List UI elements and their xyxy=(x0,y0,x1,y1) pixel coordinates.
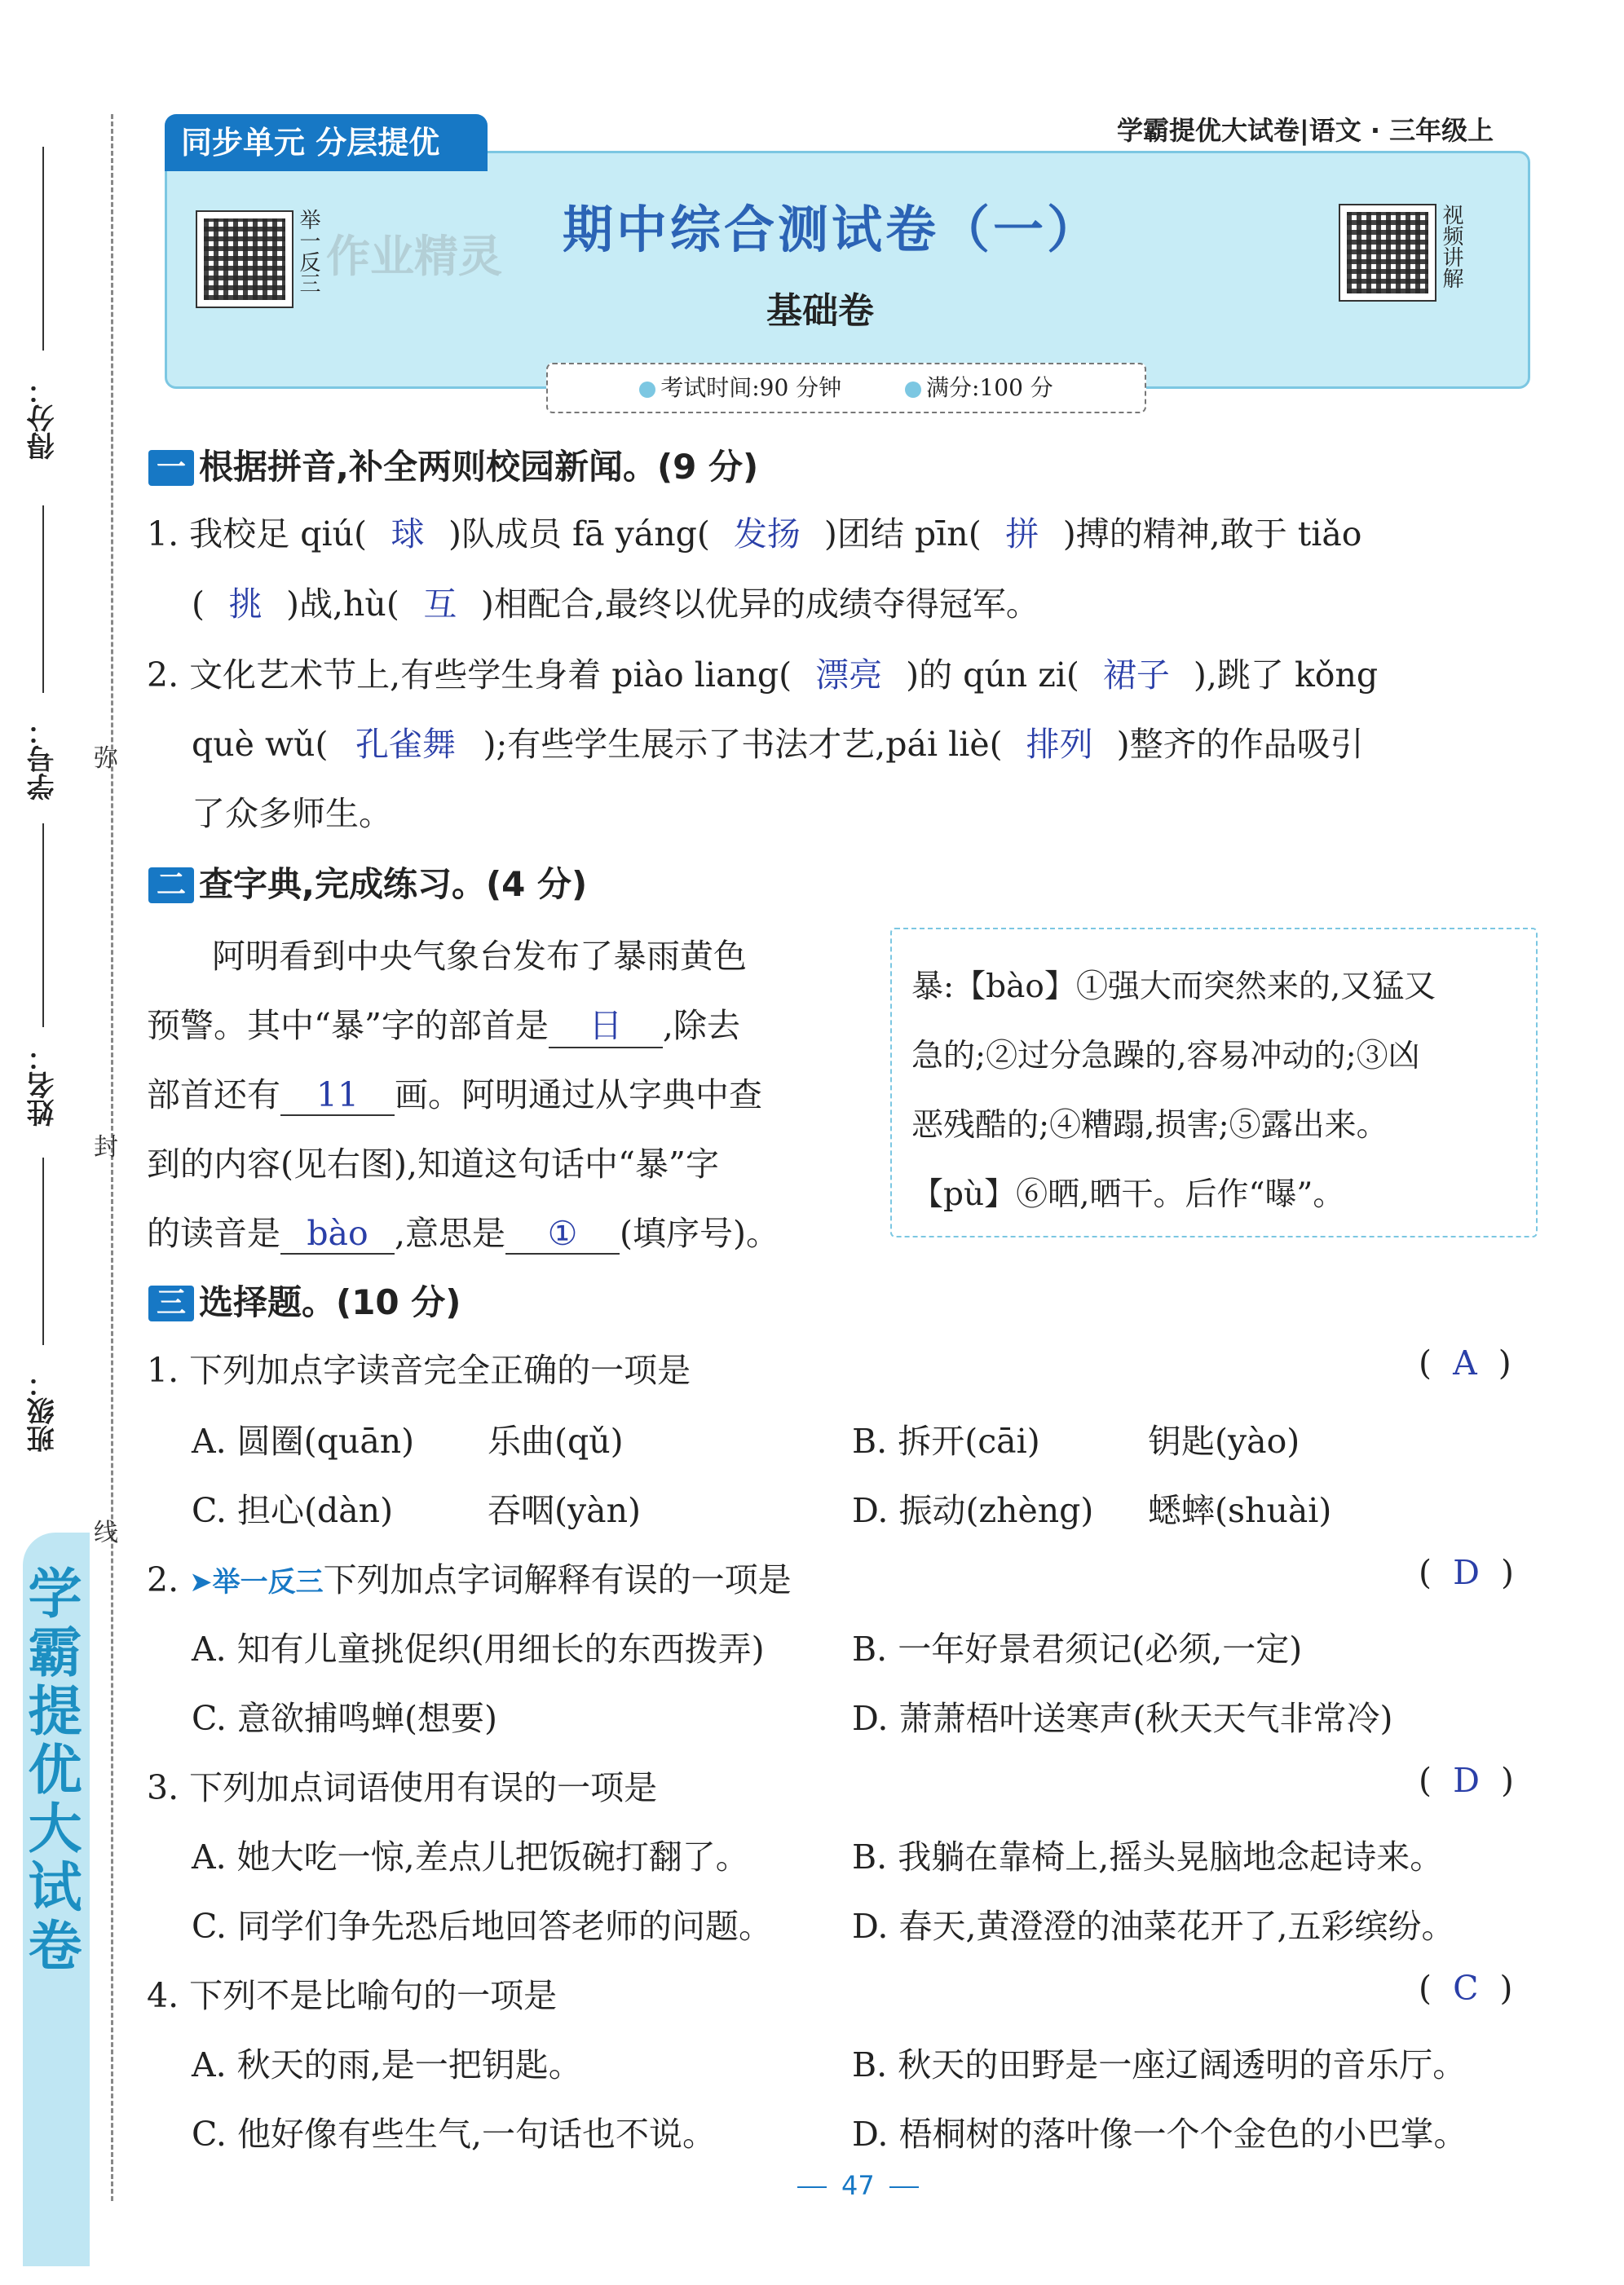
s3-q2-opt-a[interactable]: A. 知有儿童挑促织(用细长的东西拨弄) xyxy=(192,1630,765,1669)
side-band-text: 学霸提优大试卷 xyxy=(19,1565,82,1976)
cut-mark-2: 封 xyxy=(94,1133,118,1162)
text: )团结 pīn( xyxy=(823,514,982,554)
s3-q2-answer: ( D ) xyxy=(1419,1553,1514,1592)
practice-tag[interactable]: ➤举一反三 xyxy=(189,1566,324,1599)
dash-left xyxy=(797,2186,827,2188)
q-number: 1. xyxy=(147,514,179,554)
check-icon xyxy=(905,382,921,398)
text: ( xyxy=(192,584,205,624)
cut-mark-3: 线 xyxy=(94,1519,118,1547)
answer: D xyxy=(1453,1761,1480,1800)
qr-left-label: 举一反三 xyxy=(296,209,320,293)
page-title: 期中综合测试卷（一） xyxy=(563,200,1101,259)
page-number xyxy=(783,2170,933,2201)
dict-line: 急的;②过分急躁的,容易冲动的;③凶 xyxy=(911,1038,1420,1074)
dict-line: 暴:【bào】①强大而突然来的,又猛又 xyxy=(911,968,1436,1005)
s3-q3-answer: ( D ) xyxy=(1419,1761,1514,1800)
s2-para-line1: 阿明看到中央气象台发布了暴雨黄色 xyxy=(212,937,747,976)
answer: A xyxy=(1453,1343,1477,1383)
class-label: 班级： xyxy=(27,1370,60,1453)
section-1-head xyxy=(148,440,758,489)
q-number: 3. xyxy=(147,1768,179,1807)
page-subtitle: 基础卷 xyxy=(766,290,874,332)
s3-q3-stem xyxy=(147,1761,657,1809)
dict-line: 恶残酷的;④糟蹋,损害;⑤露出来。 xyxy=(911,1107,1388,1144)
s3-q1-opt-c2: 吞咽(yàn) xyxy=(488,1491,642,1530)
s3-q1-opt-d2: 蟋蟀(shuài) xyxy=(1148,1491,1332,1530)
q-stem: 下列加点词语使用有误的一项是 xyxy=(189,1768,658,1807)
s3-q1-answer: ( A ) xyxy=(1419,1343,1511,1383)
s2-para-line3 xyxy=(147,1068,762,1116)
s3-q4-opt-d[interactable]: D. 梧桐树的落叶像一个个金色的小巴掌。 xyxy=(852,2115,1467,2154)
qr-code-left[interactable] xyxy=(196,210,293,308)
s1-q1-line2 xyxy=(192,577,1039,625)
q-stem: 下列不是比喻句的一项是 xyxy=(189,1976,558,2015)
answer-1: 球 xyxy=(391,514,425,554)
score-label: 得分： xyxy=(27,377,60,460)
answer-5: 互 xyxy=(423,584,457,624)
s3-q2-opt-d[interactable]: D. 萧萧梧叶送寒声(秋天天气非常冷) xyxy=(852,1699,1393,1738)
s3-q4-opt-a[interactable]: A. 秋天的雨,是一把钥匙。 xyxy=(192,2045,582,2084)
text: (填序号)。 xyxy=(620,1214,780,1253)
answer-pinyin: bào xyxy=(280,1214,395,1255)
answer-3: 拼 xyxy=(1005,514,1039,554)
s3-q1-opt-c1[interactable]: C. 担心(dàn) xyxy=(192,1491,394,1530)
text: què wǔ( xyxy=(192,725,329,764)
clock-icon xyxy=(639,382,655,398)
s3-q1-opt-a1[interactable]: A. 圆圈(quān) xyxy=(192,1422,415,1461)
s3-q3-opt-c[interactable]: C. 同学们争先恐后地回答老师的问题。 xyxy=(192,1907,772,1946)
answer-2: 发扬 xyxy=(733,514,801,554)
cut-mark-1: 弥 xyxy=(94,744,118,773)
watermark: 作业精灵 xyxy=(326,231,502,282)
text: 我校足 qiú( xyxy=(189,514,367,554)
class-line[interactable] xyxy=(42,1158,44,1345)
exam-info xyxy=(546,363,1146,413)
s2-para-line5 xyxy=(147,1206,779,1255)
q-number: 2. xyxy=(147,1560,179,1599)
text: )战,hù( xyxy=(286,584,399,624)
s1-q2-line3: 了众多师生。 xyxy=(192,794,392,833)
text: )的 qún zi( xyxy=(906,655,1079,695)
answer-9: 排列 xyxy=(1026,725,1093,764)
score-line[interactable] xyxy=(42,147,44,351)
text: 画。阿明通过从字典中查 xyxy=(395,1075,762,1114)
section-1-num: 一 xyxy=(148,450,194,486)
section-2-head xyxy=(148,858,587,907)
s3-q4-answer: ( C ) xyxy=(1419,1969,1513,2008)
answer-radical: 日 xyxy=(549,999,663,1048)
q-number: 2. xyxy=(147,655,179,695)
name-label: 姓名： xyxy=(27,1043,60,1127)
s3-q2-opt-c[interactable]: C. 意欲捕鸣蝉(想要) xyxy=(192,1699,497,1738)
section-2-num: 二 xyxy=(148,867,194,903)
text: 的读音是 xyxy=(147,1214,280,1253)
s1-q1-line1 xyxy=(147,507,1361,555)
s3-q3-opt-b[interactable]: B. 我躺在靠椅上,摇头晃脑地念起诗来。 xyxy=(852,1837,1444,1877)
text: 部首还有 xyxy=(147,1075,280,1114)
book-title: 学霸提优大试卷|语文 · 三年级上 xyxy=(1117,115,1494,146)
text: )整齐的作品吸引 xyxy=(1116,725,1364,764)
s3-q4-opt-c[interactable]: C. 他好像有些生气,一句话也不说。 xyxy=(192,2115,717,2154)
s3-q4-opt-b[interactable]: B. 秋天的田野是一座辽阔透明的音乐厅。 xyxy=(852,2045,1467,2084)
id-label: 学号： xyxy=(27,717,60,801)
s3-q1-opt-b2: 钥匙(yào) xyxy=(1148,1422,1300,1461)
section-tab: 同步单元 分层提优 xyxy=(165,114,488,171)
answer-meaning: ① xyxy=(505,1214,620,1255)
text: 文化艺术节上,有些学生身着 piào liang( xyxy=(189,655,792,695)
q-stem: 下列加点字词解释有误的一项是 xyxy=(323,1560,792,1599)
section-2-title: 查字典,完成练习。(4 分) xyxy=(199,864,588,904)
s2-para-line2 xyxy=(147,999,740,1048)
section-1-title: 根据拼音,补全两则校园新闻。(9 分) xyxy=(199,447,759,487)
s1-q2-line1 xyxy=(147,648,1378,696)
s1-q2-line2 xyxy=(192,717,1364,765)
qr-code-right[interactable] xyxy=(1339,204,1436,302)
text: )搏的精神,敢于 tiǎo xyxy=(1062,514,1362,554)
q-stem: 下列加点字读音完全正确的一项是 xyxy=(189,1351,691,1390)
answer-6: 漂亮 xyxy=(815,655,883,695)
text: 预警。其中“暴”字的部首是 xyxy=(147,1006,549,1045)
q-number: 1. xyxy=(147,1351,179,1390)
full-score: 满分:100 分 xyxy=(926,374,1053,401)
answer: D xyxy=(1453,1553,1480,1592)
answer: C xyxy=(1453,1969,1479,2008)
text: )队成员 fā yáng( xyxy=(448,514,710,554)
exam-time: 考试时间:90 分钟 xyxy=(660,374,842,401)
s3-q1-stem xyxy=(147,1343,691,1392)
section-3-head xyxy=(148,1276,461,1325)
answer-7: 裙子 xyxy=(1102,655,1170,695)
s3-q3-opt-d[interactable]: D. 春天,黄澄澄的油菜花开了,五彩缤纷。 xyxy=(852,1907,1455,1946)
dict-line: 【pù】⑥晒,晒干。后作“曝”。 xyxy=(911,1176,1345,1213)
s3-q2-stem xyxy=(147,1553,792,1601)
answer-4: 挑 xyxy=(228,584,263,624)
dictionary-entry-box xyxy=(890,928,1538,1237)
section-3-num: 三 xyxy=(148,1286,194,1321)
s3-q4-stem xyxy=(147,1969,557,2017)
section-3-title: 选择题。(10 分) xyxy=(199,1282,461,1322)
text: ),跳了 kǒng xyxy=(1193,655,1379,695)
answer-8: 孔雀舞 xyxy=(355,725,456,764)
answer-strokes: 11 xyxy=(280,1075,395,1116)
id-line[interactable] xyxy=(42,505,44,693)
s3-q1-opt-d1[interactable]: D. 振动(zhèng) xyxy=(852,1491,1094,1530)
qr-right-label: 视频讲解 xyxy=(1439,204,1463,289)
dash-right xyxy=(889,2186,919,2188)
text: ,意思是 xyxy=(395,1214,506,1253)
text: )相配合,最终以优异的成绩夺得冠军。 xyxy=(480,584,1039,624)
s3-q2-opt-b[interactable]: B. 一年好景君须记(必须,一定) xyxy=(852,1630,1303,1669)
text: );有些学生展示了书法才艺,pái liè( xyxy=(483,725,1003,764)
s3-q1-opt-a2: 乐曲(qǔ) xyxy=(488,1422,624,1461)
s3-q3-opt-a[interactable]: A. 她大吃一惊,差点儿把饭碗打翻了。 xyxy=(192,1837,749,1877)
text: ,除去 xyxy=(662,1006,740,1045)
q-number: 4. xyxy=(147,1976,179,2015)
s2-para-line4: 到的内容(见右图),知道这句话中“暴”字 xyxy=(147,1145,719,1184)
s3-q1-opt-b1[interactable]: B. 拆开(cāi) xyxy=(852,1422,1040,1461)
name-line[interactable] xyxy=(42,823,44,1027)
page-number-text: 47 xyxy=(841,2170,875,2201)
